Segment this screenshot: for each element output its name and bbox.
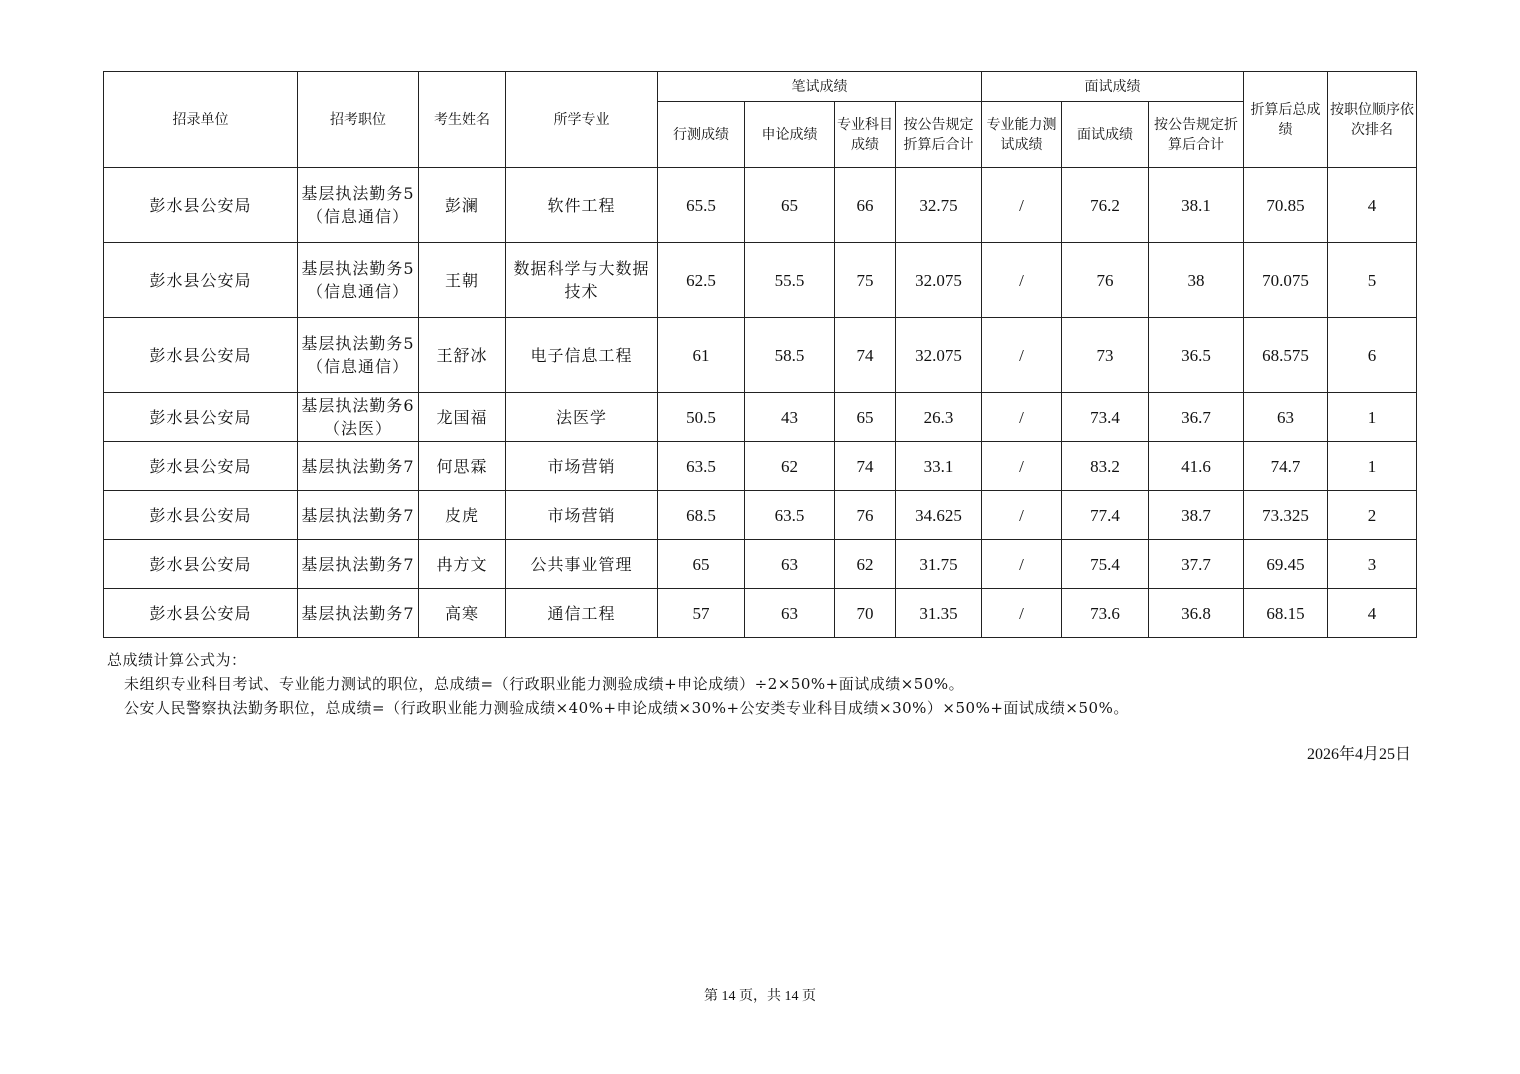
- cell-unit: 彭水县公安局: [104, 393, 298, 442]
- cell-rank: 5: [1328, 243, 1417, 318]
- notes-title: 总成绩计算公式为：: [107, 651, 247, 669]
- cell-shenlun: 62: [745, 442, 835, 491]
- cell-major: 通信工程: [506, 589, 658, 638]
- cell-position: 基层执法勤务5（信息通信）: [298, 243, 419, 318]
- header-shenlun: 申论成绩: [745, 102, 835, 168]
- cell-xingce: 68.5: [658, 491, 745, 540]
- cell-name: 冉方文: [419, 540, 506, 589]
- cell-unit: 彭水县公安局: [104, 442, 298, 491]
- cell-zhuanye: 74: [835, 442, 896, 491]
- cell-xingce: 63.5: [658, 442, 745, 491]
- cell-interview-total: 38.7: [1149, 491, 1244, 540]
- cell-ability: /: [982, 589, 1062, 638]
- cell-position: 基层执法勤务5（信息通信）: [298, 168, 419, 243]
- cell-shenlun: 63: [745, 589, 835, 638]
- cell-interview: 73: [1062, 318, 1149, 393]
- header-xingce: 行测成绩: [658, 102, 745, 168]
- table-body: [104, 168, 1417, 638]
- cell-name: 王舒冰: [419, 318, 506, 393]
- cell-name: 皮虎: [419, 491, 506, 540]
- header-rank: 按职位顺序依次排名: [1328, 72, 1417, 168]
- cell-zhuanye: 66: [835, 168, 896, 243]
- header-unit: 招录单位: [104, 72, 298, 168]
- cell-ability: /: [982, 540, 1062, 589]
- cell-major: 软件工程: [506, 168, 658, 243]
- table-row: [104, 442, 1417, 491]
- cell-ability: /: [982, 318, 1062, 393]
- table-header: [104, 72, 1417, 168]
- cell-zhuanye: 65: [835, 393, 896, 442]
- cell-interview: 76: [1062, 243, 1149, 318]
- cell-position: 基层执法勤务7: [298, 442, 419, 491]
- cell-interview-total: 38: [1149, 243, 1244, 318]
- table-row: [104, 540, 1417, 589]
- cell-rank: 6: [1328, 318, 1417, 393]
- cell-xingce: 65.5: [658, 168, 745, 243]
- cell-interview: 73.6: [1062, 589, 1149, 638]
- table-row: [104, 243, 1417, 318]
- cell-major: 市场营销: [506, 442, 658, 491]
- cell-interview-total: 36.5: [1149, 318, 1244, 393]
- document-date: 2026年4月25日: [1306, 746, 1411, 763]
- cell-major: 公共事业管理: [506, 540, 658, 589]
- cell-xingce: 62.5: [658, 243, 745, 318]
- cell-interview: 83.2: [1062, 442, 1149, 491]
- cell-ability: /: [982, 168, 1062, 243]
- cell-unit: 彭水县公安局: [104, 243, 298, 318]
- cell-xingce: 50.5: [658, 393, 745, 442]
- cell-shenlun: 55.5: [745, 243, 835, 318]
- cell-position: 基层执法勤务7: [298, 540, 419, 589]
- cell-interview-total: 36.8: [1149, 589, 1244, 638]
- cell-ability: /: [982, 393, 1062, 442]
- header-ability: 专业能力测试成绩: [982, 102, 1062, 168]
- cell-zhuanye: 74: [835, 318, 896, 393]
- table-row: [104, 393, 1417, 442]
- page-footer: 第 14 页，共 14 页: [704, 989, 816, 1004]
- cell-rank: 4: [1328, 168, 1417, 243]
- cell-final-total: 70.075: [1244, 243, 1328, 318]
- cell-xingce: 57: [658, 589, 745, 638]
- cell-interview: 76.2: [1062, 168, 1149, 243]
- cell-position: 基层执法勤务6（法医）: [298, 393, 419, 442]
- cell-name: 何思霖: [419, 442, 506, 491]
- cell-written-total: 31.35: [896, 589, 982, 638]
- cell-written-total: 32.075: [896, 318, 982, 393]
- cell-name: 彭澜: [419, 168, 506, 243]
- cell-interview-total: 37.7: [1149, 540, 1244, 589]
- cell-interview: 77.4: [1062, 491, 1149, 540]
- cell-name: 龙国福: [419, 393, 506, 442]
- cell-zhuanye: 70: [835, 589, 896, 638]
- table-row: [104, 491, 1417, 540]
- header-zhuanye: 专业科目成绩: [835, 102, 896, 168]
- cell-final-total: 63: [1244, 393, 1328, 442]
- cell-shenlun: 63: [745, 540, 835, 589]
- cell-name: 王朝: [419, 243, 506, 318]
- notes-line-general: 未组织专业科目考试、专业能力测试的职位，总成绩=（行政职业能力测验成绩+申论成绩）÷2×50%+面试成绩×50%。: [124, 675, 965, 693]
- cell-major: 电子信息工程: [506, 318, 658, 393]
- cell-zhuanye: 62: [835, 540, 896, 589]
- cell-interview: 75.4: [1062, 540, 1149, 589]
- header-interview-total: 按公告规定折算后合计: [1149, 102, 1244, 168]
- cell-interview-total: 41.6: [1149, 442, 1244, 491]
- cell-rank: 2: [1328, 491, 1417, 540]
- header-interview-group: 面试成绩: [982, 72, 1244, 102]
- table-row: [104, 589, 1417, 638]
- header-major: 所学专业: [506, 72, 658, 168]
- table-row: [104, 318, 1417, 393]
- cell-major: 数据科学与大数据技术: [506, 243, 658, 318]
- score-table: [103, 71, 1417, 638]
- cell-interview-total: 38.1: [1149, 168, 1244, 243]
- cell-written-total: 33.1: [896, 442, 982, 491]
- cell-rank: 1: [1328, 393, 1417, 442]
- cell-written-total: 32.075: [896, 243, 982, 318]
- table-row: [104, 168, 1417, 243]
- cell-written-total: 31.75: [896, 540, 982, 589]
- cell-name: 高寒: [419, 589, 506, 638]
- cell-xingce: 65: [658, 540, 745, 589]
- cell-rank: 3: [1328, 540, 1417, 589]
- header-written-group: 笔试成绩: [658, 72, 982, 102]
- cell-final-total: 68.15: [1244, 589, 1328, 638]
- cell-shenlun: 43: [745, 393, 835, 442]
- header-written-total: 按公告规定折算后合计: [896, 102, 982, 168]
- cell-major: 法医学: [506, 393, 658, 442]
- cell-xingce: 61: [658, 318, 745, 393]
- cell-unit: 彭水县公安局: [104, 168, 298, 243]
- cell-interview-total: 36.7: [1149, 393, 1244, 442]
- cell-shenlun: 63.5: [745, 491, 835, 540]
- cell-final-total: 68.575: [1244, 318, 1328, 393]
- header-final-total: 折算后总成绩: [1244, 72, 1328, 168]
- cell-unit: 彭水县公安局: [104, 589, 298, 638]
- notes-line-police: 公安人民警察执法勤务职位，总成绩=（行政职业能力测验成绩×40%+申论成绩×30%+公安类专业科目成绩×30%）×50%+面试成绩×50%。: [124, 699, 1129, 717]
- cell-shenlun: 58.5: [745, 318, 835, 393]
- cell-zhuanye: 76: [835, 491, 896, 540]
- header-position: 招考职位: [298, 72, 419, 168]
- cell-interview: 73.4: [1062, 393, 1149, 442]
- cell-position: 基层执法勤务5（信息通信）: [298, 318, 419, 393]
- cell-unit: 彭水县公安局: [104, 491, 298, 540]
- cell-shenlun: 65: [745, 168, 835, 243]
- header-name: 考生姓名: [419, 72, 506, 168]
- cell-zhuanye: 75: [835, 243, 896, 318]
- cell-written-total: 32.75: [896, 168, 982, 243]
- cell-unit: 彭水县公安局: [104, 540, 298, 589]
- cell-ability: /: [982, 442, 1062, 491]
- cell-rank: 1: [1328, 442, 1417, 491]
- cell-final-total: 69.45: [1244, 540, 1328, 589]
- cell-final-total: 70.85: [1244, 168, 1328, 243]
- cell-major: 市场营销: [506, 491, 658, 540]
- cell-final-total: 74.7: [1244, 442, 1328, 491]
- cell-ability: /: [982, 491, 1062, 540]
- cell-written-total: 34.625: [896, 491, 982, 540]
- cell-unit: 彭水县公安局: [104, 318, 298, 393]
- cell-position: 基层执法勤务7: [298, 491, 419, 540]
- cell-ability: /: [982, 243, 1062, 318]
- cell-rank: 4: [1328, 589, 1417, 638]
- header-interview: 面试成绩: [1062, 102, 1149, 168]
- cell-position: 基层执法勤务7: [298, 589, 419, 638]
- cell-written-total: 26.3: [896, 393, 982, 442]
- cell-final-total: 73.325: [1244, 491, 1328, 540]
- formula-notes: [107, 648, 1129, 720]
